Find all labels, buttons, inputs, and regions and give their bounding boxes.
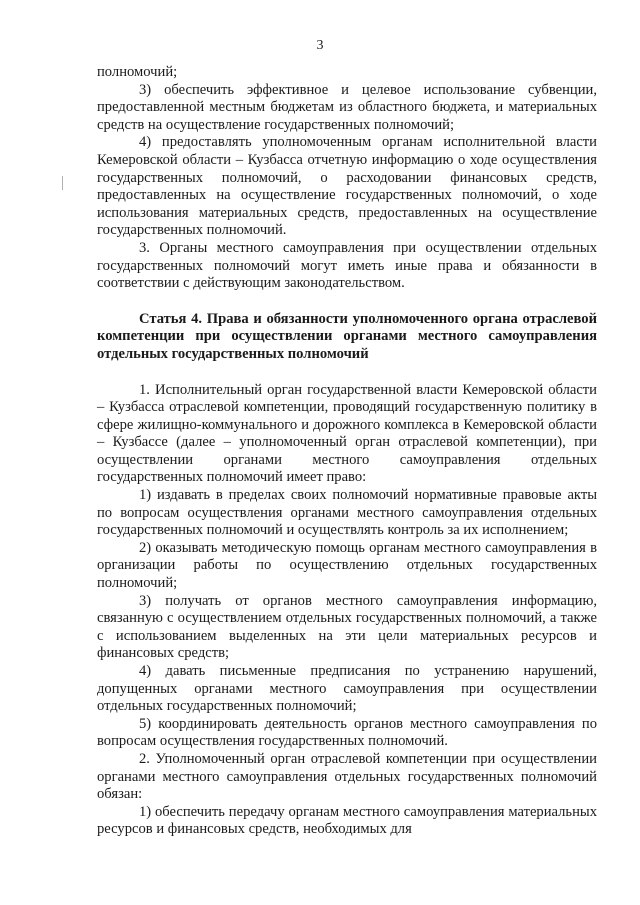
- paragraph-item-3: 3) обеспечить эффективное и целевое использование субвенции, предоставленной местным бюджетам из областного бюджета, и материальных средств на осуществление государственных полномочий;: [97, 81, 597, 133]
- paragraph-clause-2: 2. Уполномоченный орган отраслевой компетенции при осуществлении органами местного самоуправления отдельных государственных полномочий обязан:: [97, 750, 597, 803]
- paragraph-clause-3: 3. Органы местного самоуправления при осуществлении отдельных государственных полномочий могут иметь иные права и обязанности в соответствии с действующим законодательством.: [97, 239, 597, 292]
- paragraph-right-5: 5) координировать деятельность органов местного самоуправления по вопросам осуществления государственных полномочий.: [97, 715, 597, 750]
- spacer: [97, 364, 597, 382]
- document-body: [97, 64, 597, 839]
- spacer: [97, 293, 597, 311]
- paragraph-continuation: полномочий;: [97, 64, 178, 80]
- paragraph-item-4: 4) предоставлять уполномоченным органам исполнительной власти Кемеровской области – Кузбасса отчетную информацию о ходе осуществления государственных полномочий, о расходовании финансовых средств, предоставленных на осуществление государственных полномочий, о ходе использования материальных средств, предоставленных на осуществление государственных полномочий.: [97, 134, 597, 239]
- paragraph-right-3: 3) получать от органов местного самоуправления информацию, связанную с осуществлением отдельных государственных полномочий, а также с использованием выделенных на эти цели материальных ресурсов и финансовых средств;: [97, 592, 597, 662]
- scan-mark: [62, 176, 63, 190]
- paragraph-duty-1: 1) обеспечить передачу органам местного самоуправления материальных ресурсов и финансовых средств, необходимых для: [97, 803, 597, 838]
- paragraph-right-4: 4) давать письменные предписания по устранению нарушений, допущенных органами местного самоуправления при осуществлении отдельных государственных полномочий;: [97, 663, 597, 715]
- paragraph-clause-1: 1. Исполнительный орган государственной власти Кемеровской области – Кузбасса отраслевой компетенции, проводящий государственную политику в сфере жилищно-коммунального и дорожного комплекса в Кемеровской области – Кузбассе (далее – уполномоченный орган отраслевой компетенции), при осуществлении органами местного самоуправления отдельных государственных полномочий имеет право:: [97, 381, 597, 486]
- page-number: 3: [316, 38, 324, 53]
- paragraph-right-2: 2) оказывать методическую помощь органам местного самоуправления в организации работы по осуществлению отдельных государственных полномочий;: [97, 539, 597, 592]
- article-heading: Статья 4. Права и обязанности уполномоченного органа отраслевой компетенции при осуществлении органами местного самоуправления отдельных государственных полномочий: [97, 310, 597, 362]
- paragraph-right-1: 1) издавать в пределах своих полномочий нормативные правовые акты по вопросам осуществления органами местного самоуправления отдельных государственных полномочий и осуществлять контроль за их исполнением;: [97, 487, 597, 539]
